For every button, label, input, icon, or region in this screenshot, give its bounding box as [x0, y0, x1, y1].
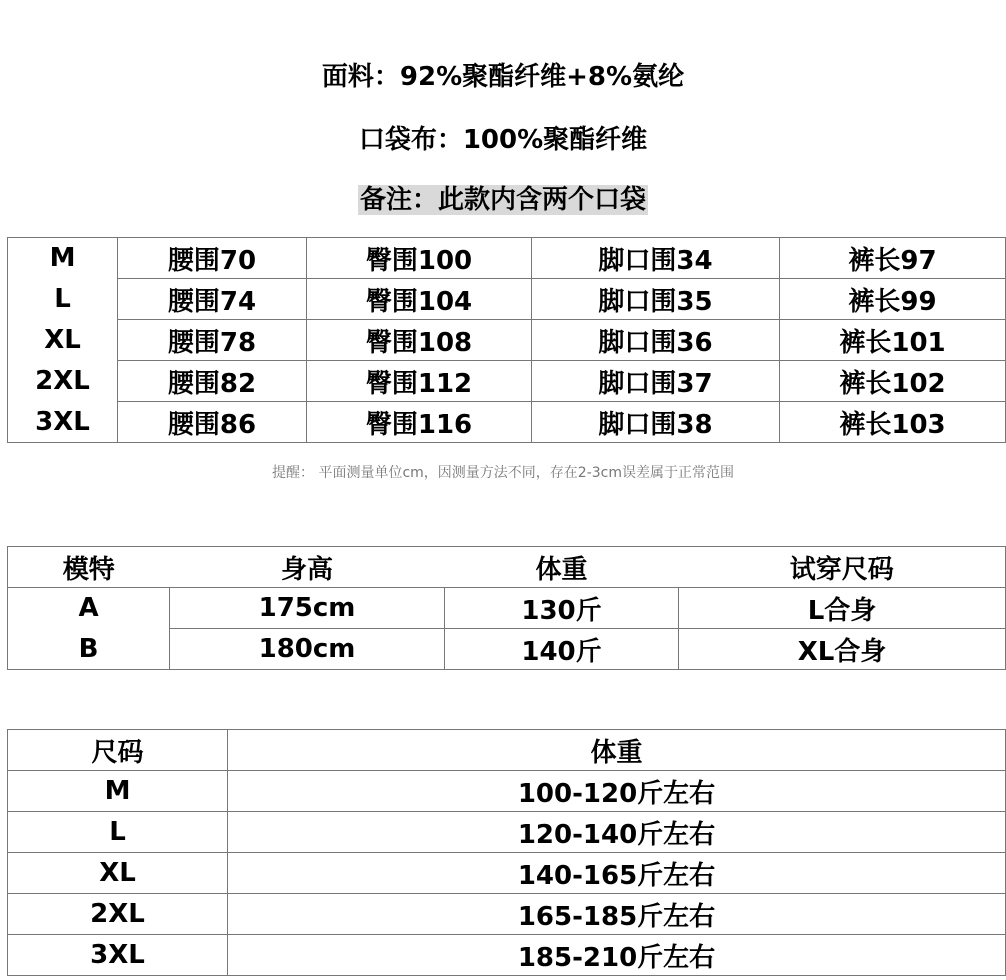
- weight-range-cell: 185-210斤左右: [228, 935, 1006, 976]
- table-row: [8, 588, 1006, 629]
- hip-cell: 臀围112: [307, 361, 532, 402]
- size-cell: XL: [8, 853, 228, 894]
- length-cell: 裤长97: [780, 238, 1006, 279]
- model-label: A: [8, 588, 170, 629]
- hem-cell: 脚口围35: [532, 279, 780, 320]
- table-row: [8, 361, 1006, 402]
- header-model: 模特: [8, 547, 170, 588]
- hip-cell: 臀围100: [307, 238, 532, 279]
- size-chart-table: [7, 237, 1006, 443]
- table-header-row: [8, 730, 1006, 771]
- note-line: [0, 183, 1006, 217]
- weight-size-table: [7, 729, 1006, 976]
- waist-cell: 腰围86: [118, 402, 307, 443]
- size-cell: M: [8, 771, 228, 812]
- table-row: [8, 771, 1006, 812]
- waist-cell: 腰围74: [118, 279, 307, 320]
- size-label: 3XL: [8, 402, 118, 443]
- header-height: 身高: [170, 547, 445, 588]
- hem-cell: 脚口围36: [532, 320, 780, 361]
- table-row: [8, 320, 1006, 361]
- hem-cell: 脚口围37: [532, 361, 780, 402]
- hip-cell: 臀围116: [307, 402, 532, 443]
- measurement-reminder: 提醒： 平面测量单位cm，因测量方法不同，存在2-3cm误差属于正常范围: [272, 465, 734, 481]
- table-row: [8, 935, 1006, 976]
- weight-range-cell: 120-140斤左右: [228, 812, 1006, 853]
- pocket-fabric-line: 口袋布：100%聚酯纤维: [358, 125, 648, 155]
- length-cell: 裤长102: [780, 361, 1006, 402]
- length-cell: 裤长101: [780, 320, 1006, 361]
- weight-range-cell: 100-120斤左右: [228, 771, 1006, 812]
- size-cell: L: [8, 812, 228, 853]
- length-cell: 裤长103: [780, 402, 1006, 443]
- length-cell: 裤长99: [780, 279, 1006, 320]
- size-label: 2XL: [8, 361, 118, 402]
- header-weight: 体重: [228, 730, 1006, 771]
- size-label: M: [8, 238, 118, 279]
- table-row: [8, 629, 1006, 670]
- table-header-row: [8, 547, 1006, 588]
- size-cell: 3XL: [8, 935, 228, 976]
- table-row: [8, 894, 1006, 935]
- size-cell: L合身: [679, 588, 1006, 629]
- waist-cell: 腰围70: [118, 238, 307, 279]
- size-cell: XL合身: [679, 629, 1006, 670]
- hip-cell: 臀围108: [307, 320, 532, 361]
- weight-range-cell: 140-165斤左右: [228, 853, 1006, 894]
- size-label: L: [8, 279, 118, 320]
- table-row: [8, 853, 1006, 894]
- weight-range-cell: 165-185斤左右: [228, 894, 1006, 935]
- height-cell: 175cm: [170, 588, 445, 629]
- table-row: [8, 402, 1006, 443]
- table-row: [8, 238, 1006, 279]
- model-label: B: [8, 629, 170, 670]
- note-text: 备注：此款内含两个口袋: [359, 185, 646, 215]
- model-table: [7, 546, 1006, 670]
- hem-cell: 脚口围38: [532, 402, 780, 443]
- waist-cell: 腰围82: [118, 361, 307, 402]
- header-size: 尺码: [8, 730, 228, 771]
- hem-cell: 脚口围34: [532, 238, 780, 279]
- table-row: [8, 812, 1006, 853]
- header-size: 试穿尺码: [679, 547, 1006, 588]
- header-weight: 体重: [445, 547, 679, 588]
- weight-cell: 130斤: [445, 588, 679, 629]
- waist-cell: 腰围78: [118, 320, 307, 361]
- size-label: XL: [8, 320, 118, 361]
- height-cell: 180cm: [170, 629, 445, 670]
- fabric-line: 面料：92%聚酯纤维+8%氨纶: [321, 62, 685, 92]
- hip-cell: 臀围104: [307, 279, 532, 320]
- size-cell: 2XL: [8, 894, 228, 935]
- table-row: [8, 279, 1006, 320]
- weight-cell: 140斤: [445, 629, 679, 670]
